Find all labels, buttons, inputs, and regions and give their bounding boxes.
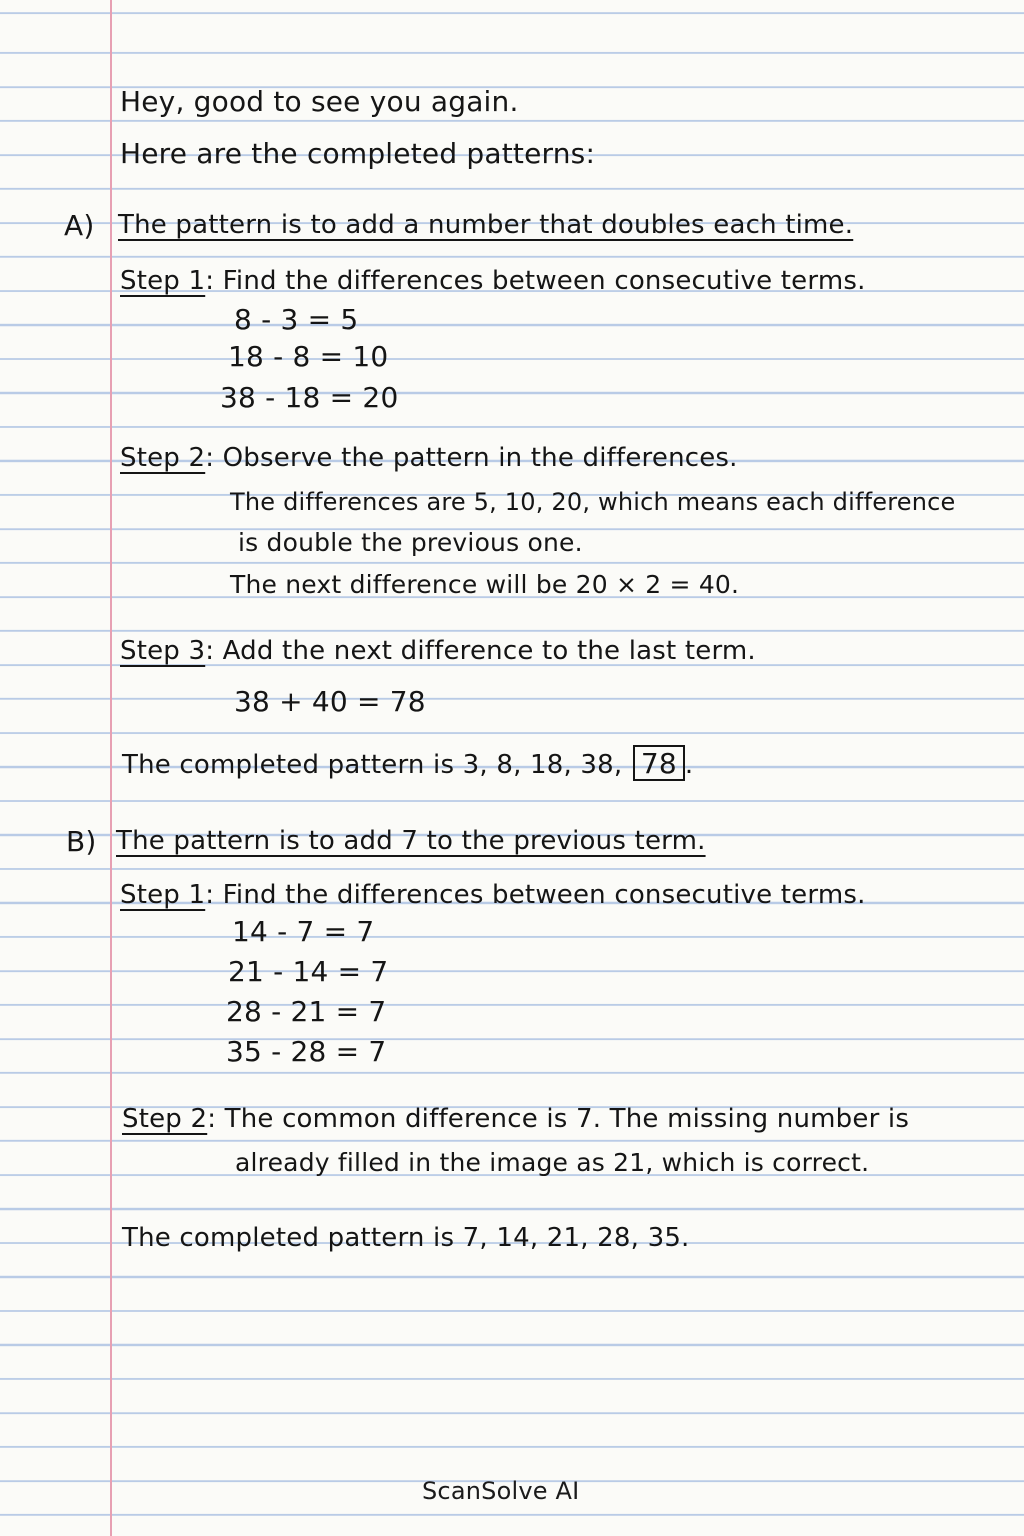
intro-text: Here are the completed patterns: — [120, 137, 596, 170]
section-b-heading: The pattern is to add 7 to the previous term. — [116, 826, 706, 856]
section-b-conclusion: The completed pattern is 7, 14, 21, 28, 35. — [122, 1223, 690, 1253]
section-a-conclusion-period: . — [684, 750, 694, 780]
section-b-step2 — [122, 1106, 909, 1132]
section-a-step2 — [120, 445, 738, 471]
section-a-conclusion — [122, 745, 693, 781]
section-a-conclusion-text: The completed pattern is 3, 8, 18, 38, — [122, 750, 623, 780]
section-b-calc-2: 21 - 14 = 7 — [228, 955, 389, 988]
section-b-calc-1: 14 - 7 = 7 — [232, 915, 375, 948]
section-a-calc-1: 8 - 3 = 5 — [234, 303, 359, 336]
answer-box: 78 — [633, 745, 685, 781]
section-a-step2-line1: The differences are 5, 10, 20, which means each difference — [230, 488, 956, 516]
section-b-calc-4: 35 - 28 = 7 — [226, 1035, 387, 1068]
section-a-step2-line3: The next difference will be 20 × 2 = 40. — [230, 570, 740, 599]
section-b-step2-label: Step 2 — [122, 1104, 208, 1134]
section-a-step2-label: Step 2 — [120, 443, 206, 473]
section-a-marker: A) — [64, 209, 95, 242]
footer-brand: ScanSolve AI — [422, 1477, 580, 1505]
notebook-margin-line — [110, 0, 112, 1536]
greeting-text: Hey, good to see you again. — [120, 85, 519, 118]
section-b-calc-3: 28 - 21 = 7 — [226, 995, 387, 1028]
section-a-step3 — [120, 638, 756, 664]
section-a-step3-text: : Add the next difference to the last term. — [205, 636, 756, 666]
section-a-step1-label: Step 1 — [120, 266, 206, 296]
section-a-step2-text: : Observe the pattern in the differences. — [205, 443, 738, 473]
section-a-calc-3: 38 - 18 = 20 — [220, 381, 399, 414]
section-a-step3-label: Step 3 — [120, 636, 206, 666]
section-a-step2-line2: is double the previous one. — [238, 528, 583, 557]
section-b-step2-text: : The common difference is 7. The missing number is — [207, 1104, 910, 1134]
section-b-step1-text: : Find the differences between consecutive terms. — [205, 880, 866, 910]
section-b-step2-line2: already filled in the image as 21, which is correct. — [235, 1148, 870, 1177]
section-a-step3-calc: 38 + 40 = 78 — [234, 685, 426, 718]
section-a-calc-2: 18 - 8 = 10 — [228, 340, 389, 373]
section-b-step1 — [120, 882, 866, 908]
section-b-step1-label: Step 1 — [120, 880, 206, 910]
section-a-heading: The pattern is to add a number that doubles each time. — [118, 210, 854, 240]
section-a-step1 — [120, 268, 866, 294]
section-b-marker: B) — [66, 825, 97, 858]
section-a-step1-text: : Find the differences between consecutive terms. — [205, 266, 866, 296]
